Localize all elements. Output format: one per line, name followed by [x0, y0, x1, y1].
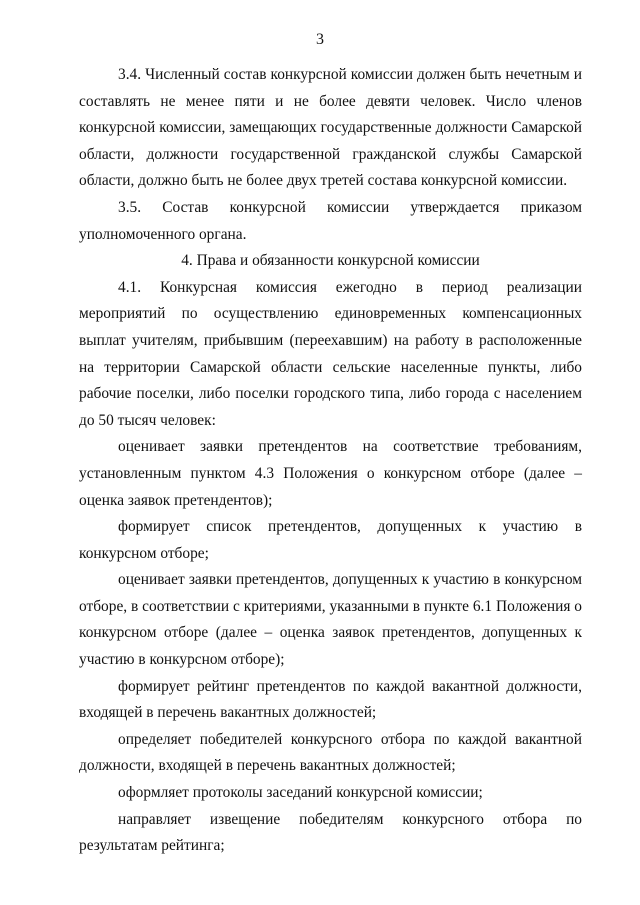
page-number: 3: [316, 31, 324, 48]
paragraph-3-5: 3.5. Состав конкурсной комиссии утверждается приказом уполномоченного органа.: [79, 198, 582, 243]
list-item: формирует список претендентов, допущенных к участию в конкурсном отборе;: [79, 518, 582, 562]
list-item: оценивает заявки претендентов, допущенных к участию в конкурсном отборе, в соответствии с критериями, указанными в пункте 6.1 Положения о конкурсном отборе (далее – оценка заявок претендентов, допущенных к участию в конкурсном отборе);: [79, 571, 582, 669]
list-item: определяет победителей конкурсного отбора по каждой вакантной должности, входящей в перечень вакантных должностей;: [79, 730, 582, 775]
list-item: направляет извещение победителям конкурсного отбора по результатам рейтинга;: [79, 810, 582, 855]
list-item: оформляет протоколы заседаний конкурсной комиссии;: [118, 784, 483, 802]
document-body: [79, 62, 582, 860]
paragraph-4-1: 4.1. Конкурсная комиссия ежегодно в период реализации мероприятий по осуществлению единовременных компенсационных выплат учителям, прибывшим (переехавшим) на работу в расположенные на территории Самарской области сельские населенные пункты, либо рабочие поселки, либо поселки городского типа, либо города с населением до 50 тысяч человек:: [79, 278, 582, 429]
paragraph-3-4: 3.4. Численный состав конкурсной комиссии должен быть нечетным и составлять не менее пяти и не более девяти человек. Число членов конкурсной комиссии, замещающих государственные должности Самарской области, должности государственной гражданской службы Самарской области, должно быть не более двух третей состава конкурсной комиссии.: [79, 66, 582, 190]
list-item: оценивает заявки претендентов на соответствие требованиям, установленным пунктом 4.3 Положения о конкурсном отборе (далее – оценка заявок претендентов);: [79, 438, 582, 509]
section-heading: 4. Права и обязанности конкурсной комиссии: [181, 252, 480, 270]
list-item: формирует рейтинг претендентов по каждой вакантной должности, входящей в перечень вакантных должностей;: [79, 677, 582, 722]
